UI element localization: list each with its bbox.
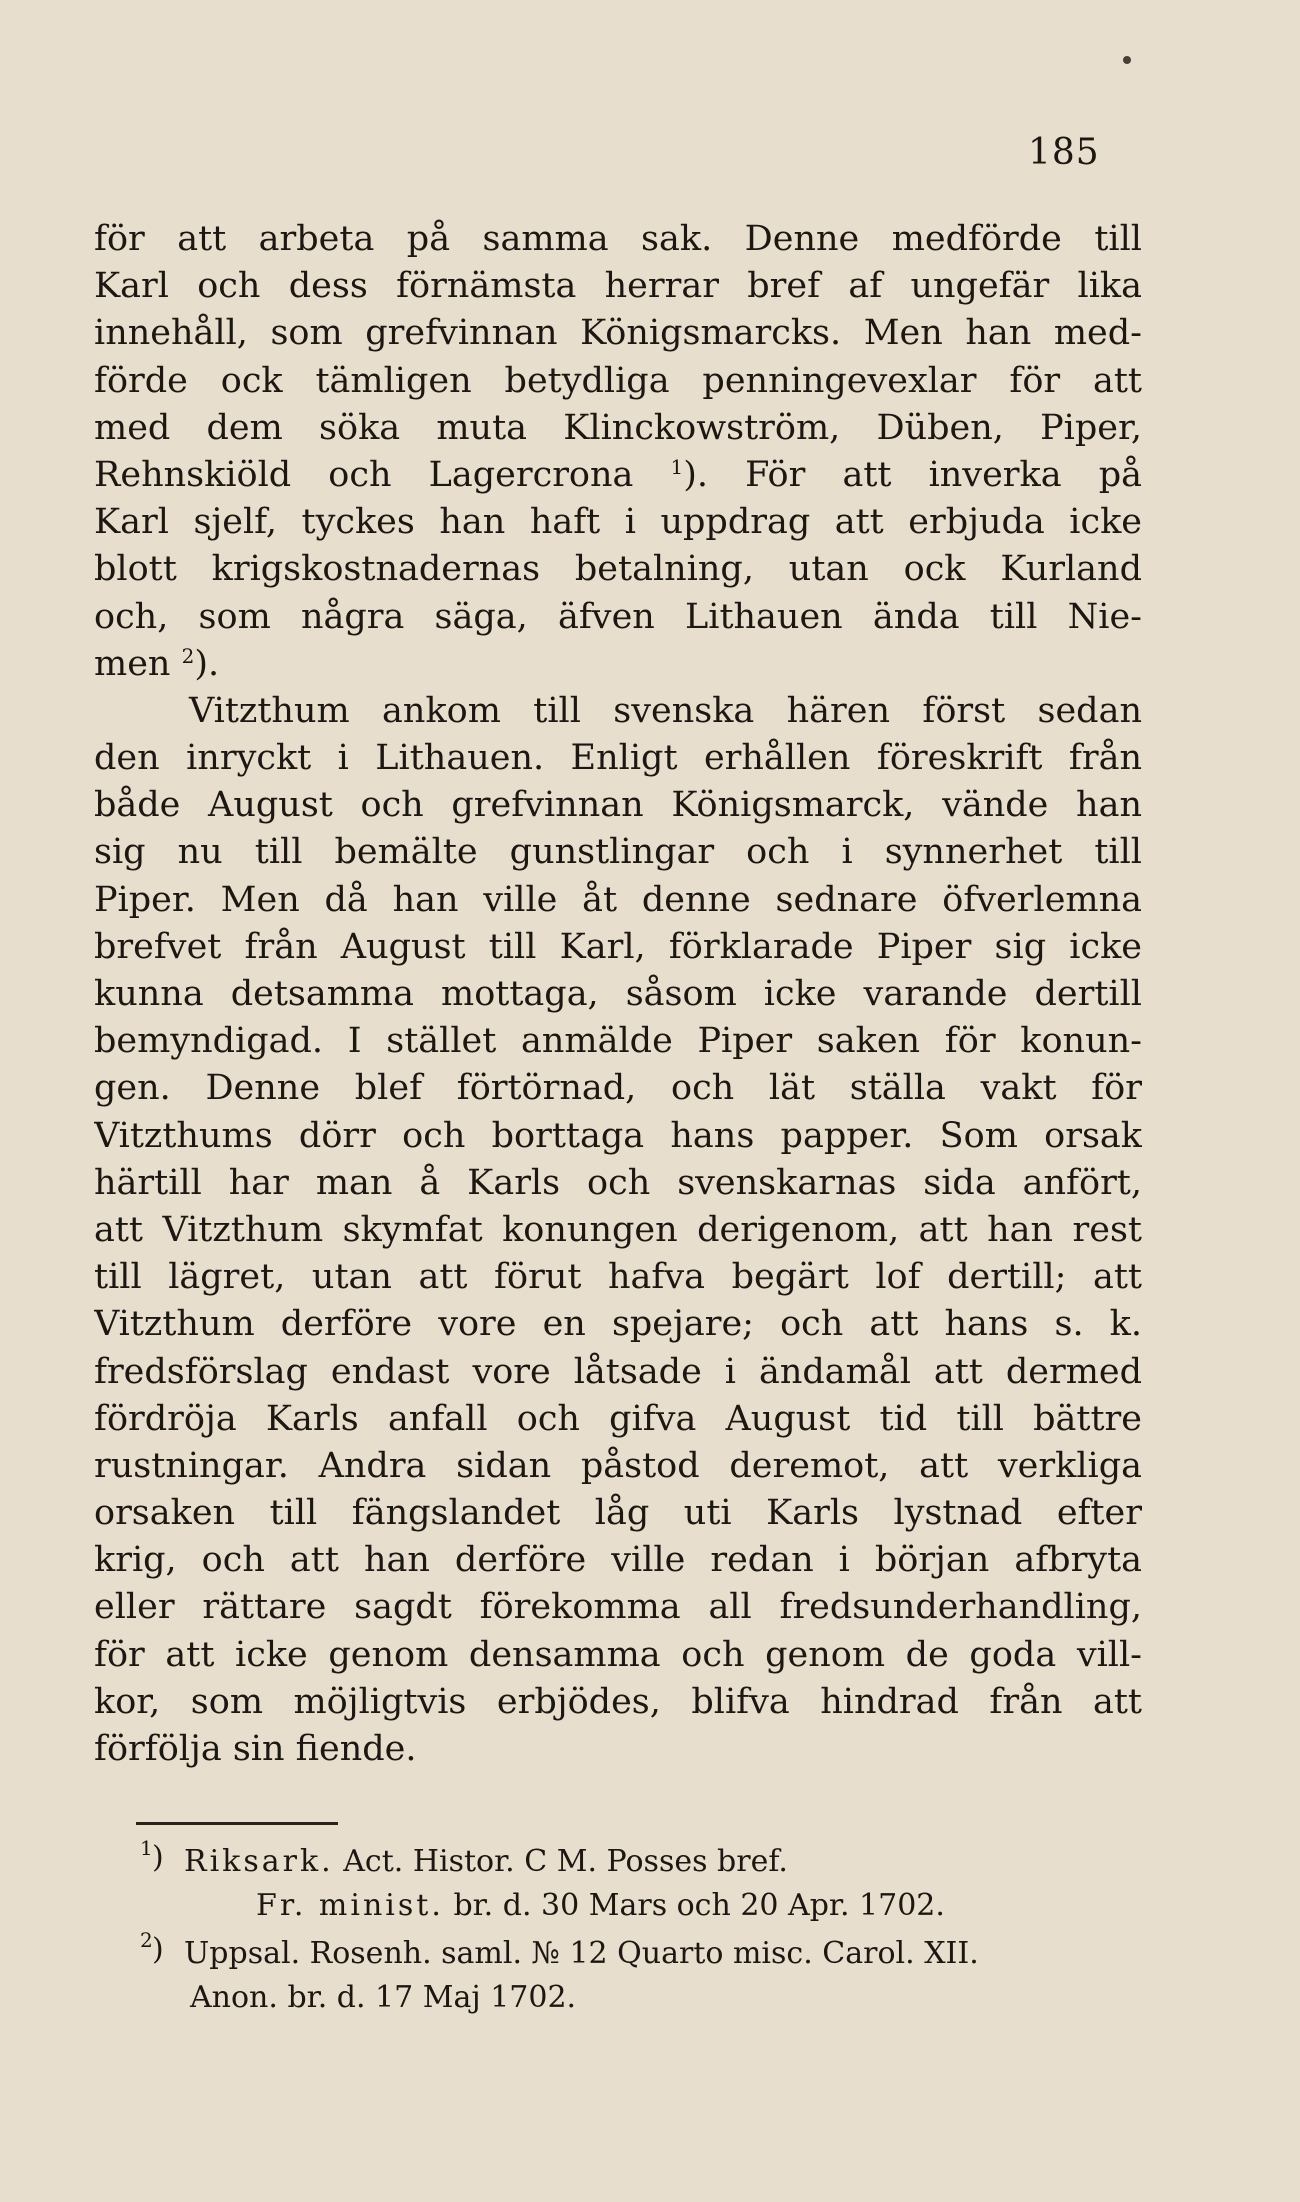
text-line: Piper. Men då han ville åt denne sednare öfverlemna <box>94 879 1142 920</box>
text-line: fredsförslag endast vore låtsade i ändamål att dermed <box>94 1351 1142 1392</box>
text-line <box>94 452 1142 499</box>
text-line: Vitzthums dörr och borttaga hans papper. Som orsak <box>94 1115 1142 1156</box>
text-line: för att icke genom densamma och genom de goda vill- <box>94 1634 1142 1675</box>
text-line: Karl och dess förnämsta herrar bref af ungefär lika <box>94 266 1142 307</box>
footnote-source: Fr. minist. <box>256 1888 444 1923</box>
footnotes <box>140 1836 1150 2020</box>
footnote-1 <box>140 1836 1150 1928</box>
text-line: eller rättare sagdt förekomma all fredsunderhandling, <box>94 1587 1142 1628</box>
footnote-line <box>140 1884 1150 1928</box>
text-fragment: Rehnskiöld och Lagercrona <box>94 454 634 495</box>
text-line: blott krigskostnadernas betalning, utan ock Kurland <box>94 549 1142 590</box>
footnote-2 <box>140 1928 1150 2020</box>
footnote-line <box>140 1840 1150 1884</box>
text-line: kor, som möjligtvis erbjödes, blifva hindrad från att <box>94 1681 1142 1722</box>
text-line: rustningar. Andra sidan påstod deremot, att verkliga <box>94 1445 1142 1486</box>
text-fragment: ). För att inverka på <box>683 454 1142 495</box>
text-line: gen. Denne blef förtörnad, och lät ställa vakt för <box>94 1068 1142 1109</box>
text-line: för att arbeta på samma sak. Denne medförde till <box>94 219 1142 259</box>
text-line: Karl sjelf, tyckes han haft i uppdrag att erbjuda icke <box>94 502 1142 543</box>
ink-speck <box>1123 56 1131 64</box>
text-line: med dem söka muta Klinckowström, Düben, Piper, <box>94 407 1142 448</box>
text-line: fördröja Karls anfall och gifva August tid till bättre <box>94 1398 1142 1439</box>
text-line: orsaken till fängslandet låg uti Karls lystnad efter <box>94 1493 1142 1534</box>
text-line: härtill har man å Karls och svenskarnas sida anfört, <box>94 1162 1142 1203</box>
text-fragment: men <box>94 643 171 684</box>
text-line: Vitzthum derföre vore en spejare; och att hans s. k. <box>94 1304 1142 1345</box>
footnote-paren: ) <box>152 1932 164 1967</box>
footnote-ref-1: 1 <box>670 454 684 479</box>
footnote-source: Riksark. <box>184 1844 334 1879</box>
footnote-text: br. d. 30 Mars och 20 Apr. 1702. <box>453 1888 945 1923</box>
footnote-marker: 1 <box>140 1836 153 1860</box>
footnote-text: Act. Histor. C M. Posses bref. <box>343 1844 788 1879</box>
text-line: både August och grefvinnan Königsmarck, vände han <box>94 785 1142 826</box>
text-line: att Vitzthum skymfat konungen derigenom, att han rest <box>94 1209 1142 1250</box>
text-line: till lägret, utan att förut hafva begärt lof dertill; att <box>94 1257 1142 1298</box>
text-line: förfölja sin fiende. <box>94 1729 417 1769</box>
footnote-line: Anon. br. d. 17 Maj 1702. <box>190 1980 577 2015</box>
footnote-ref-2: 2 <box>181 643 195 668</box>
paragraph-start: Vitzthum ankom till svenska hären först sedan <box>189 690 1142 731</box>
footnote-line: Uppsal. Rosenh. saml. № 12 Quarto misc. Carol. XII. <box>184 1936 979 1971</box>
text-line: krig, och att han derföre ville redan i början afbryta <box>94 1540 1142 1581</box>
text-line: brefvet från August till Karl, förklarade Piper sig icke <box>94 926 1142 967</box>
text-line: sig nu till bemälte gunstlingar och i synnerhet till <box>94 832 1142 873</box>
footnote-marker: 2 <box>140 1928 153 1952</box>
text-line: och, som några säga, äfven Lithauen ända till Nie- <box>94 596 1142 637</box>
page-number: 185 <box>1028 132 1100 173</box>
text-line <box>94 641 1142 688</box>
text-line: bemyndigad. I stället anmälde Piper saken för konun- <box>94 1021 1142 1062</box>
text-line: förde ock tämligen betydliga penningevexlar för att <box>94 360 1142 401</box>
text-fragment: ). <box>194 643 220 684</box>
body-text <box>94 216 1142 1773</box>
footnote-paren: ) <box>152 1840 164 1875</box>
text-line: innehåll, som grefvinnan Königsmarcks. Men han med- <box>94 313 1142 354</box>
text-line: kunna detsamma mottaga, såsom icke varande dertill <box>94 974 1142 1014</box>
footnote-rule <box>136 1822 338 1825</box>
text-line: den inryckt i Lithauen. Enligt erhållen föreskrift från <box>94 738 1142 779</box>
